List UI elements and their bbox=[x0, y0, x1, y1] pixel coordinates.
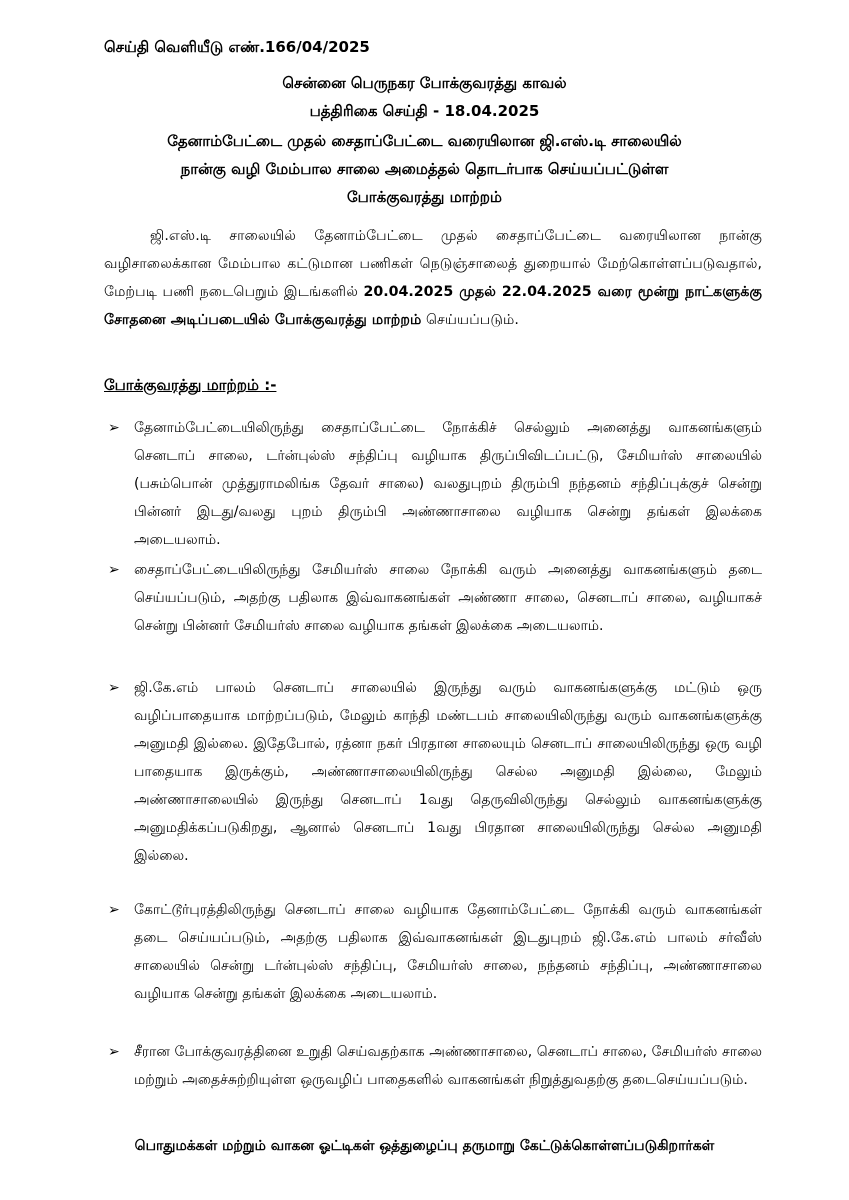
arrow-bullet-icon: ➢ bbox=[108, 562, 120, 578]
intro-text-1: ஜி.எஸ்.டி சாலையில் தேனாம்பேட்டை முதல் சைதாப்பேட்டை வரையிலான நான்கு வழிசாலைக்கான மேம்பால கட்டுமான பணிகள் நெடுஞ்சாலைத் துறையால் மேற்கொள்ளப்படுவதால், மேற்படி பணி நடைபெறும் இடங்களில் bbox=[104, 228, 762, 300]
closing-appeal: பொதுமக்கள் மற்றும் வாகன ஓட்டிகள் ஒத்துழைப்பு தருமாறு கேட்டுக்கொள்ளப்படுகிறார்கள் bbox=[134, 1138, 715, 1154]
organization-heading: சென்னை பெருநகர போக்குவரத்து காவல் bbox=[282, 74, 567, 92]
arrow-bullet-icon: ➢ bbox=[108, 420, 120, 436]
arrow-bullet-icon: ➢ bbox=[108, 1044, 120, 1060]
list-item bbox=[104, 1038, 762, 1094]
list-item-text: சைதாப்பேட்டையிலிருந்து சேமியர்ஸ் சாலை நோக்கி வரும் அனைத்து வாகனங்களும் தடை செய்யப்படும், அதற்கு பதிலாக இவ்வாகனங்கள் அண்ணா சாலை, செனடாப் சாலை, வழியாகச் சென்று பின்னர் சேமியர்ஸ் சாலை வழியாக தங்கள் இலக்கை அடையலாம். bbox=[134, 562, 762, 634]
list-item-text: தேனாம்பேட்டையிலிருந்து சைதாப்பேட்டை நோக்கிச் செல்லும் அனைத்து வாகனங்களும் செனடாப் சாலை, டர்ன்புல்ஸ் சந்திப்பு வழியாக திருப்பிவிடப்பட்டு, சேமியர்ஸ் சாலையில் (பசும்பொன் முத்துராமலிங்க தேவர் சாலை) வலதுபுறம் திரும்பி நந்தனம் சந்திப்புக்குச் சென்று பின்னர் இடது/வலது புறம் திரும்பி அண்ணாசாலை வழியாக சென்று தங்கள் இலக்கை அடையலாம். bbox=[134, 420, 762, 548]
list-item-text: ஜி.கே.எம் பாலம் செனடாப் சாலையில் இருந்து வரும் வாகனங்களுக்கு மட்டும் ஒரு வழிப்பாதையாக மாற்றப்படும், மேலும் காந்தி மண்டபம் சாலையிலிருந்து வரும் வாகனங்களுக்கு அனுமதி இல்லை. இதேபோல், ரத்னா நகர் பிரதான சாலையும் செனடாப் சாலையிலிருந்து ஒரு வழி பாதையாக இருக்கும், அண்ணாசாலையிலிருந்து செல்ல அனுமதி இல்லை, மேலும் அண்ணாசாலையில் இருந்து செனடாப் 1வது தெருவிலிருந்து செல்லும் வாகனங்களுக்கு அனுமதிக்கப்படுகிறது, ஆனால் செனடாப் 1வது பிரதான சாலையிலிருந்து செல்ல அனுமதி இல்லை. bbox=[134, 680, 762, 864]
release-number: செய்தி வெளியீடு எண்.166/04/2025 bbox=[104, 38, 370, 56]
arrow-bullet-icon: ➢ bbox=[108, 902, 120, 918]
list-item bbox=[104, 896, 762, 1008]
list-item bbox=[104, 556, 762, 640]
arrow-bullet-icon: ➢ bbox=[108, 680, 120, 696]
list-item-text: கோட்டூர்புரத்திலிருந்து செனடாப் சாலை வழியாக தேனாம்பேட்டை நோக்கி வரும் வாகனங்கள் தடை செய்யப்படும், அதற்கு பதிலாக இவ்வாகனங்கள் இடதுபுறம் ஜி.கே.எம் பாலம் சர்வீஸ் சாலையில் சென்று டர்ன்புல்ஸ் சந்திப்பு, சேமியர்ஸ் சாலை, நந்தனம் சந்திப்பு, அண்ணாசாலை வழியாக சென்று தங்கள் இலக்கை அடையலாம். bbox=[134, 902, 762, 1002]
title-line-3: போக்குவரத்து மாற்றம் bbox=[347, 188, 502, 206]
list-item-text: சீரான போக்குவரத்தினை உறுதி செய்வதற்காக அண்ணாசாலை, செனடாப் சாலை, சேமியர்ஸ் சாலை மற்றும் அதைச்சுற்றியுள்ள ஒருவழிப் பாதைகளில் வாகனங்கள் நிறுத்துவதற்கு தடைசெய்யப்படும். bbox=[134, 1044, 762, 1088]
list-item bbox=[104, 414, 762, 554]
title-line-2: நான்கு வழி மேம்பால சாலை அமைத்தல் தொடர்பாக செய்யப்பட்டுள்ள bbox=[180, 160, 669, 178]
list-item bbox=[104, 674, 762, 870]
intro-text-bold: 20.04.2025 முதல் 22.04.2025 வரை மூன்று நாட்களுக்கு சோதனை அடிப்படையில் போக்குவரத்து மாற்றம் bbox=[104, 284, 762, 328]
intro-paragraph bbox=[104, 222, 762, 334]
section-heading: போக்குவரத்து மாற்றம் :- bbox=[104, 376, 277, 394]
press-release-date: பத்திரிகை செய்தி - 18.04.2025 bbox=[309, 102, 540, 120]
title-line-1: தேனாம்பேட்டை முதல் சைதாப்பேட்டை வரையிலான ஜி.எஸ்.டி சாலையில் bbox=[167, 132, 682, 150]
intro-text-2: செய்யப்படும். bbox=[421, 312, 519, 328]
